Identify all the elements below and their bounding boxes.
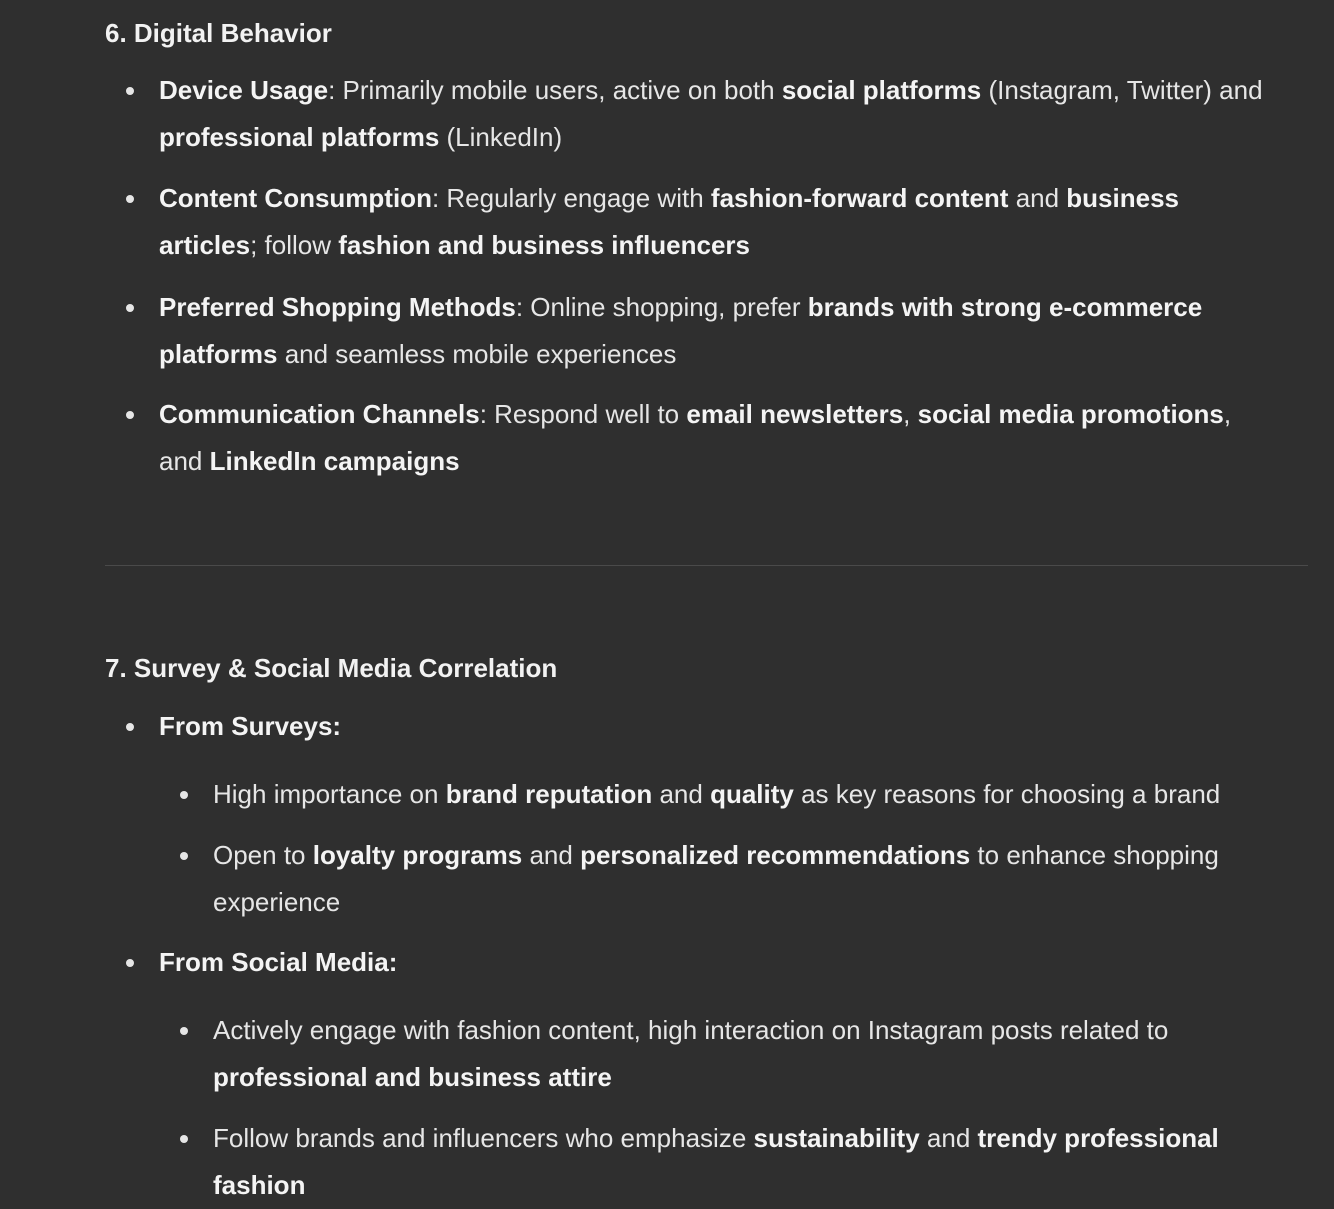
section-heading-digital-behavior: 6. Digital Behavior bbox=[105, 18, 332, 48]
bold-text: professional and business attire bbox=[213, 1062, 612, 1092]
text: and seamless mobile experiences bbox=[277, 339, 677, 369]
bold-text: brands with strong e-commerce platforms bbox=[159, 292, 1203, 369]
bold-text: Device Usage bbox=[159, 75, 329, 105]
text: (LinkedIn) bbox=[439, 122, 563, 152]
text: (Instagram, Twitter) and bbox=[981, 75, 1263, 105]
list-item-device-usage bbox=[159, 67, 1279, 161]
text: Follow brands and influencers who emphasize bbox=[213, 1123, 754, 1153]
bold-text: email newsletters bbox=[686, 399, 904, 429]
list-item-survey-loyalty bbox=[213, 832, 1283, 926]
bold-text: LinkedIn campaigns bbox=[209, 446, 460, 476]
text: and bbox=[1008, 183, 1067, 213]
text: High importance on bbox=[213, 779, 446, 809]
text: : Primarily mobile users, active on both bbox=[328, 75, 782, 105]
bullet-icon bbox=[126, 304, 134, 312]
section-heading-survey-social: 7. Survey & Social Media Correlation bbox=[105, 653, 558, 683]
bold-text: personalized recommendations bbox=[580, 840, 971, 870]
bullet-icon bbox=[126, 411, 134, 419]
bold-text: quality bbox=[710, 779, 794, 809]
section-divider bbox=[105, 565, 1308, 566]
bold-text: fashion and business influencers bbox=[338, 230, 750, 260]
bold-text: sustainability bbox=[753, 1123, 920, 1153]
text: : Respond well to bbox=[479, 399, 687, 429]
text: , bbox=[903, 399, 918, 429]
text: and bbox=[522, 840, 581, 870]
list-item-content-consumption bbox=[159, 175, 1279, 269]
bullet-icon bbox=[126, 87, 134, 95]
text: ; follow bbox=[250, 230, 339, 260]
text: as key reasons for choosing a brand bbox=[793, 779, 1221, 809]
list-item-preferred-shopping bbox=[159, 284, 1279, 378]
list-item-survey-brand-reputation bbox=[213, 771, 1283, 818]
bullet-icon bbox=[126, 195, 134, 203]
bullet-icon bbox=[180, 852, 188, 860]
bold-text: fashion-forward content bbox=[710, 183, 1009, 213]
bullet-icon bbox=[180, 791, 188, 799]
text: : Online shopping, prefer bbox=[515, 292, 808, 322]
bold-text: Preferred Shopping Methods bbox=[159, 292, 516, 322]
text: : Regularly engage with bbox=[431, 183, 711, 213]
bold-text: Communication Channels bbox=[159, 399, 480, 429]
group-label-from-social-media: From Social Media: bbox=[159, 947, 398, 977]
list-item-social-sustainability bbox=[213, 1115, 1283, 1209]
bullet-icon bbox=[180, 1135, 188, 1143]
bold-text: social media promotions bbox=[917, 399, 1224, 429]
text: Open to bbox=[213, 840, 313, 870]
bold-text: trendy professional fashion bbox=[213, 1123, 1219, 1200]
bullet-icon bbox=[126, 723, 134, 731]
bullet-icon bbox=[180, 1027, 188, 1035]
group-label-from-surveys: From Surveys: bbox=[159, 711, 342, 741]
list-item-social-fashion-content bbox=[213, 1007, 1283, 1101]
bullet-icon bbox=[126, 959, 134, 967]
bold-text: professional platforms bbox=[159, 122, 440, 152]
bold-text: loyalty programs bbox=[312, 840, 523, 870]
list-item-communication-channels bbox=[159, 391, 1279, 485]
bold-text: Content Consumption bbox=[159, 183, 432, 213]
text: , and bbox=[159, 399, 1232, 476]
text: Actively engage with fashion content, high interaction on Instagram posts related to bbox=[213, 1015, 1169, 1045]
bold-text: brand reputation bbox=[445, 779, 653, 809]
text: and bbox=[919, 1123, 978, 1153]
text: and bbox=[652, 779, 711, 809]
bold-text: social platforms bbox=[781, 75, 982, 105]
bold-text: business articles bbox=[159, 183, 1180, 260]
text: to enhance shopping experience bbox=[213, 840, 1219, 917]
